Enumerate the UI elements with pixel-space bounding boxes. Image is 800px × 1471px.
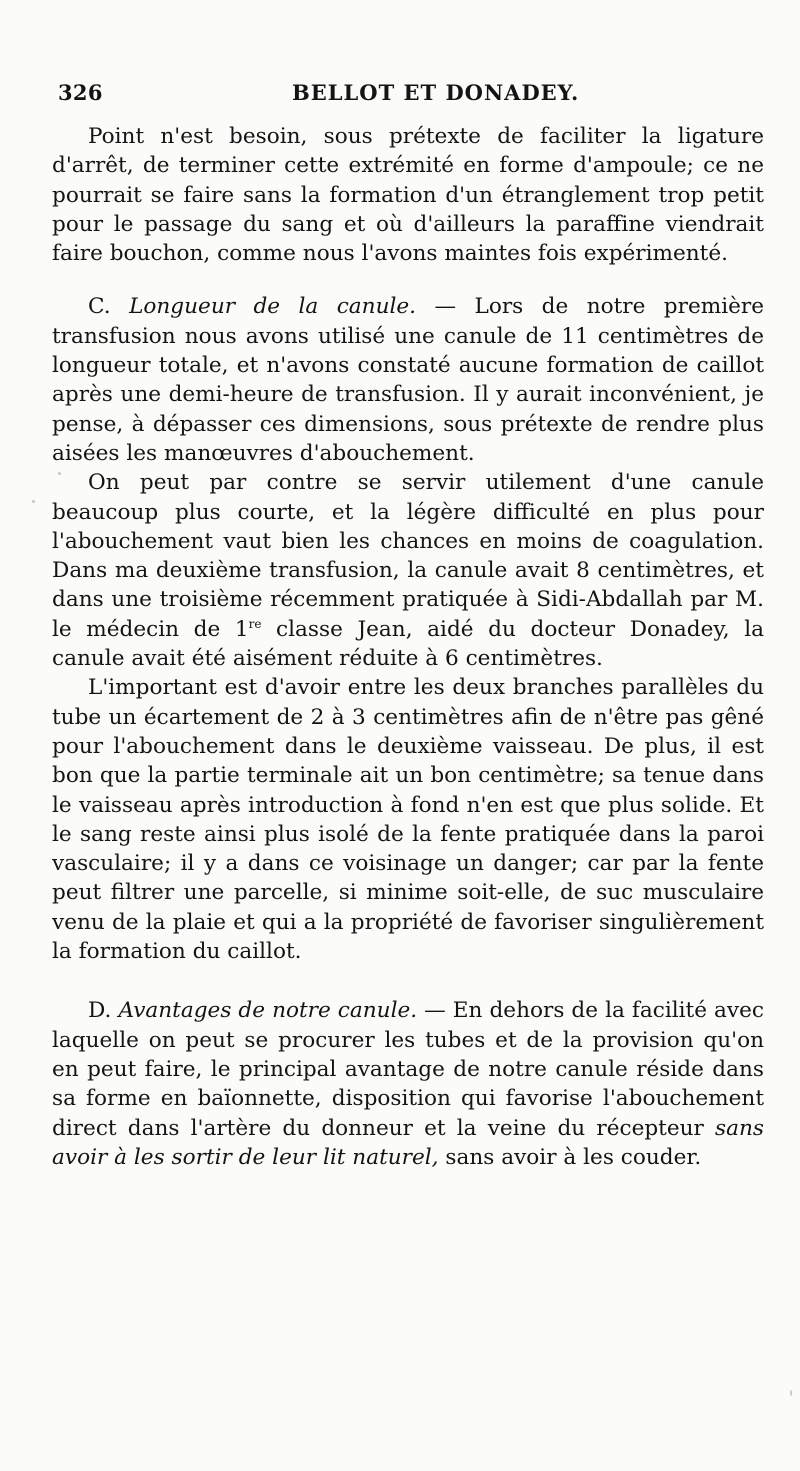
paper-speck [32,500,35,503]
section-d-title: Avantages de notre canule. [118,998,418,1024]
section-d-text: — En dehors de la facilité avec laquelle on peut se procurer les tubes et de la provision qu'on en peut faire, le principal avantage de notre canule réside dans sa forme en baïonnette, disposition qui favorise l'abouchement direct dans l'artère du donneur et la veine du récepteur [52,998,764,1141]
running-head: BELLOT ET DONADEY. [292,80,580,105]
section-d-end: sans avoir à les couder. [438,1144,702,1170]
section-c-letter: C. [88,294,111,320]
paragraph-ampoule: Point n'est besoin, sous prétexte de faciliter la ligature d'arrêt, de terminer cette extrémité en forme d'ampoule; ce ne pourrait se faire sans la formation d'un étranglement trop petit pour le passage du sang et où d'ailleurs la paraffine viendrait faire bouchon, comme nous l'avons maintes fois expérimenté. [52,124,764,267]
section-c-paragraph [52,292,764,468]
page-header [58,80,758,110]
page-body [52,122,764,1172]
section-c-title: Longueur de la canule. [129,294,417,320]
ordinal-superscript: re [248,616,262,631]
page-number: 326 [58,80,103,105]
section-c-text: — Lors de notre première transfusion nous avons utilisé une canule de 11 centimètres de longueur totale, et n'avons constaté aucune formation de caillot après une demi-heure de transfusion. Il y aurait inconvénient, je pense, à dépasser ces dimensions, sous prétexte de rendre plus aisées les manœuvres d'abouchement. [52,294,764,466]
paragraph-canule-courte [52,468,764,673]
section-d-italic: sans avoir à les sortir de leur lit naturel, [52,1115,764,1170]
section-d-letter: D. [88,998,112,1024]
paragraph-canule-courte-end: classe Jean, aidé du docteur Donadey, la canule avait été aisément réduite à 6 centimètres. [52,616,764,672]
paper-speck [58,472,61,475]
paper-speck [790,1390,792,1396]
paragraph-canule-courte-text: On peut par contre se servir utilement d'une canule beaucoup plus courte, et la légère difficulté en plus pour l'abouchement vaut bien les chances en moins de coagulation. Dans ma deuxième transfusion, la canule avait 8 centimètres, et dans une troisième récemment pratiquée à Sidi-Abdallah par M. le médecin de 1 [52,470,764,642]
section-d-paragraph [52,996,764,1172]
paragraph-ecartement: L'important est d'avoir entre les deux branches parallèles du tube un écartement de 2 à 3 centimètres afin de n'être pas gêné pour l'abouchement dans le deuxième vaisseau. De plus, il est bon que la partie terminale ait un bon centimètre; sa tenue dans le vaisseau après introduction à fond n'en est que plus solide. Et le sang reste ainsi plus isolé de la fente pratiquée dans la paroi vasculaire; il y a dans ce voisinage un danger; car par la fente peut filtrer une parcelle, si minime soit-elle, de suc musculaire venu de la plaie et qui a la propriété de favoriser singulièrement la formation du caillot. [52,675,764,965]
